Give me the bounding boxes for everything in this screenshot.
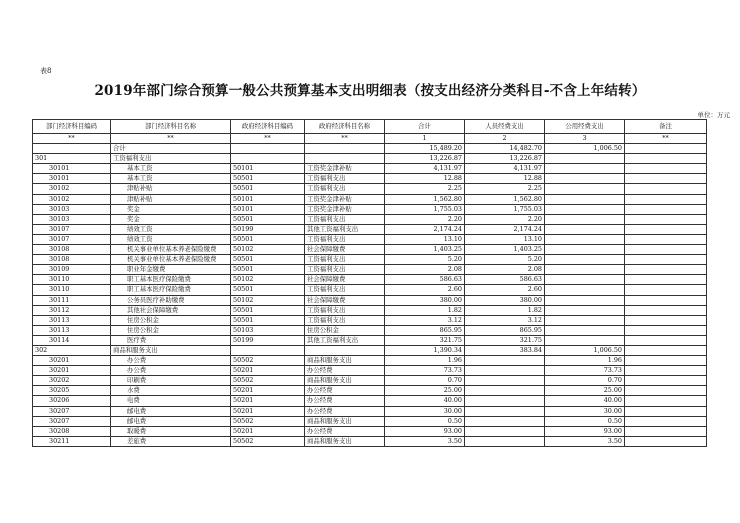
- public-cell: [545, 194, 625, 204]
- table-row: [33, 204, 707, 214]
- total-cell: 380.00: [385, 295, 465, 305]
- public-cell: [545, 315, 625, 325]
- gov-code-cell: [231, 345, 305, 355]
- dept-name-cell: 办公费: [111, 366, 231, 376]
- gov-code-cell: 50201: [231, 386, 305, 396]
- index-cell: 2: [465, 134, 545, 144]
- note-cell: [625, 144, 707, 154]
- total-cell: 2,174.24: [385, 224, 465, 234]
- gov-code-cell: 50502: [231, 356, 305, 366]
- personnel-cell: 1,403.25: [465, 245, 545, 255]
- note-cell: [625, 426, 707, 436]
- note-cell: [625, 204, 707, 214]
- public-cell: 93.00: [545, 426, 625, 436]
- dept-name-cell: 工资福利支出: [111, 154, 231, 164]
- gov-name-cell: 工资福利支出: [305, 315, 385, 325]
- total-cell: 1,390.34: [385, 345, 465, 355]
- index-cell: **: [305, 134, 385, 144]
- total-cell: 2.08: [385, 265, 465, 275]
- gov-name-cell: 住房公积金: [305, 325, 385, 335]
- public-cell: [545, 335, 625, 345]
- personnel-cell: 321.75: [465, 335, 545, 345]
- public-cell: [545, 204, 625, 214]
- dept-code-cell: 30108: [33, 255, 111, 265]
- table-row: [33, 214, 707, 224]
- dept-name-cell: 职业年金缴费: [111, 265, 231, 275]
- public-cell: [545, 234, 625, 244]
- gov-name-cell: 商品和服务支出: [305, 416, 385, 426]
- dept-code-cell: 30101: [33, 174, 111, 184]
- col-header: 合计: [385, 120, 465, 134]
- dept-name-cell: 奖金: [111, 214, 231, 224]
- note-cell: [625, 315, 707, 325]
- table-row: [33, 154, 707, 164]
- index-cell: **: [625, 134, 707, 144]
- gov-code-cell: 50501: [231, 234, 305, 244]
- gov-name-cell: 工资福利支出: [305, 305, 385, 315]
- table-row: [33, 376, 707, 386]
- gov-name-cell: 商品和服务支出: [305, 376, 385, 386]
- total-cell: 1,403.25: [385, 245, 465, 255]
- gov-code-cell: [231, 154, 305, 164]
- dept-code-cell: 30114: [33, 335, 111, 345]
- dept-code-cell: 30201: [33, 366, 111, 376]
- total-cell: 93.00: [385, 426, 465, 436]
- dept-name-cell: 水费: [111, 386, 231, 396]
- note-cell: [625, 366, 707, 376]
- total-cell: 5.20: [385, 255, 465, 265]
- dept-code-cell: 30207: [33, 406, 111, 416]
- gov-name-cell: 办公经费: [305, 386, 385, 396]
- table-row: [33, 295, 707, 305]
- total-cell: 865.95: [385, 325, 465, 335]
- gov-name-cell: 工资福利支出: [305, 234, 385, 244]
- personnel-cell: [465, 396, 545, 406]
- personnel-cell: 2.60: [465, 285, 545, 295]
- note-cell: [625, 416, 707, 426]
- header-row: [33, 120, 707, 134]
- dept-code-cell: 30201: [33, 356, 111, 366]
- personnel-cell: [465, 416, 545, 426]
- note-cell: [625, 245, 707, 255]
- gov-name-cell: 社会保障缴费: [305, 295, 385, 305]
- gov-code-cell: 50102: [231, 245, 305, 255]
- public-cell: [545, 184, 625, 194]
- gov-code-cell: 50199: [231, 335, 305, 345]
- total-cell: 3.50: [385, 436, 465, 446]
- note-cell: [625, 305, 707, 315]
- note-cell: [625, 436, 707, 446]
- dept-name-cell: 基本工资: [111, 174, 231, 184]
- table-row: [33, 255, 707, 265]
- total-cell: 12.88: [385, 174, 465, 184]
- public-cell: 1,006.50: [545, 144, 625, 154]
- gov-name-cell: 工资福利支出: [305, 265, 385, 275]
- gov-code-cell: [231, 144, 305, 154]
- table-row: [33, 426, 707, 436]
- table-row: [33, 396, 707, 406]
- note-cell: [625, 406, 707, 416]
- public-cell: 0.50: [545, 416, 625, 426]
- public-cell: [545, 305, 625, 315]
- total-cell: 4,131.97: [385, 164, 465, 174]
- personnel-cell: [465, 376, 545, 386]
- dept-name-cell: 商品和服务支出: [111, 345, 231, 355]
- table-row: [33, 245, 707, 255]
- note-cell: [625, 234, 707, 244]
- dept-name-cell: 其他社会保障缴费: [111, 305, 231, 315]
- public-cell: [545, 164, 625, 174]
- gov-code-cell: 50502: [231, 376, 305, 386]
- gov-name-cell: 办公经费: [305, 406, 385, 416]
- gov-code-cell: 50199: [231, 224, 305, 234]
- total-cell: 0.50: [385, 416, 465, 426]
- dept-code-cell: 30102: [33, 194, 111, 204]
- gov-name-cell: 工资福利支出: [305, 255, 385, 265]
- total-cell: 2.60: [385, 285, 465, 295]
- personnel-cell: 4,131.97: [465, 164, 545, 174]
- unit-label: 单位：万元: [697, 111, 730, 119]
- table-row: [33, 335, 707, 345]
- public-cell: [545, 214, 625, 224]
- dept-name-cell: 办公费: [111, 356, 231, 366]
- gov-name-cell: 工资奖金津补贴: [305, 164, 385, 174]
- public-cell: [545, 285, 625, 295]
- dept-name-cell: 机关事业单位基本养老保险缴费: [111, 255, 231, 265]
- public-cell: [545, 245, 625, 255]
- dept-name-cell: 机关事业单位基本养老保险缴费: [111, 245, 231, 255]
- dept-name-cell: 职工基本医疗保险缴费: [111, 275, 231, 285]
- gov-code-cell: 50102: [231, 295, 305, 305]
- note-cell: [625, 275, 707, 285]
- personnel-cell: 383.84: [465, 345, 545, 355]
- col-header: 备注: [625, 120, 707, 134]
- personnel-cell: [465, 426, 545, 436]
- total-cell: 15,489.20: [385, 144, 465, 154]
- personnel-cell: 1,562.80: [465, 194, 545, 204]
- gov-code-cell: 50101: [231, 194, 305, 204]
- col-header: 公用经费支出: [545, 120, 625, 134]
- personnel-cell: 865.95: [465, 325, 545, 335]
- dept-code-cell: 30205: [33, 386, 111, 396]
- total-cell: 1.82: [385, 305, 465, 315]
- table-row: [33, 265, 707, 275]
- gov-code-cell: 50501: [231, 184, 305, 194]
- table-row: [33, 406, 707, 416]
- gov-code-cell: 50103: [231, 325, 305, 335]
- dept-code-cell: 30113: [33, 325, 111, 335]
- dept-name-cell: 邮电费: [111, 406, 231, 416]
- table-row: [33, 194, 707, 204]
- note-cell: [625, 295, 707, 305]
- dept-name-cell: 绩效工资: [111, 234, 231, 244]
- note-cell: [625, 214, 707, 224]
- note-cell: [625, 154, 707, 164]
- dept-name-cell: 职工基本医疗保险缴费: [111, 285, 231, 295]
- gov-code-cell: 50101: [231, 204, 305, 214]
- gov-code-cell: 50501: [231, 255, 305, 265]
- gov-code-cell: 50201: [231, 426, 305, 436]
- table-row: [33, 366, 707, 376]
- personnel-cell: [465, 356, 545, 366]
- personnel-cell: 1.82: [465, 305, 545, 315]
- index-cell: 1: [385, 134, 465, 144]
- dept-code-cell: 30107: [33, 224, 111, 234]
- personnel-cell: 14,482.70: [465, 144, 545, 154]
- gov-name-cell: 工资福利支出: [305, 184, 385, 194]
- public-cell: 30.00: [545, 406, 625, 416]
- table-row: [33, 315, 707, 325]
- index-cell: **: [111, 134, 231, 144]
- gov-code-cell: 50501: [231, 265, 305, 275]
- index-cell: **: [231, 134, 305, 144]
- index-cell: 3: [545, 134, 625, 144]
- dept-code-cell: 30202: [33, 376, 111, 386]
- dept-name-cell: 电费: [111, 396, 231, 406]
- public-cell: 1,006.50: [545, 345, 625, 355]
- index-row: [33, 134, 707, 144]
- personnel-cell: 2,174.24: [465, 224, 545, 234]
- table-row: [33, 184, 707, 194]
- public-cell: [545, 265, 625, 275]
- personnel-cell: [465, 386, 545, 396]
- public-cell: 1.96: [545, 356, 625, 366]
- gov-name-cell: 其他工资福利支出: [305, 335, 385, 345]
- table-row: [33, 345, 707, 355]
- dept-code-cell: 30208: [33, 426, 111, 436]
- dept-code-cell: 30107: [33, 234, 111, 244]
- gov-name-cell: [305, 154, 385, 164]
- col-header: 政府经济科目名称: [305, 120, 385, 134]
- total-cell: 13,226.87: [385, 154, 465, 164]
- col-header: 人员经费支出: [465, 120, 545, 134]
- gov-name-cell: 工资福利支出: [305, 174, 385, 184]
- dept-name-cell: 住房公积金: [111, 325, 231, 335]
- table-row: [33, 356, 707, 366]
- note-cell: [625, 325, 707, 335]
- table-row: [33, 234, 707, 244]
- gov-name-cell: 社会保障缴费: [305, 245, 385, 255]
- gov-code-cell: 50201: [231, 406, 305, 416]
- total-cell: 40.00: [385, 396, 465, 406]
- gov-name-cell: 工资奖金津补贴: [305, 204, 385, 214]
- note-cell: [625, 285, 707, 295]
- total-cell: 30.00: [385, 406, 465, 416]
- table-number: 表8: [40, 67, 52, 75]
- dept-code-cell: 302: [33, 345, 111, 355]
- dept-name-cell: 基本工资: [111, 164, 231, 174]
- table-row: [33, 224, 707, 234]
- gov-code-cell: 50502: [231, 416, 305, 426]
- personnel-cell: 12.88: [465, 174, 545, 184]
- personnel-cell: 586.63: [465, 275, 545, 285]
- gov-code-cell: 50502: [231, 436, 305, 446]
- dept-name-cell: 津贴补贴: [111, 184, 231, 194]
- table-row: [33, 386, 707, 396]
- gov-name-cell: 工资福利支出: [305, 214, 385, 224]
- dept-code-cell: 301: [33, 154, 111, 164]
- gov-name-cell: 办公经费: [305, 366, 385, 376]
- public-cell: 25.00: [545, 386, 625, 396]
- budget-table: [32, 119, 707, 447]
- total-cell: 0.70: [385, 376, 465, 386]
- dept-code-cell: 30206: [33, 396, 111, 406]
- gov-name-cell: 办公经费: [305, 396, 385, 406]
- dept-name-cell: 医疗费: [111, 335, 231, 345]
- note-cell: [625, 255, 707, 265]
- dept-name-cell: 取暖费: [111, 426, 231, 436]
- dept-code-cell: 30102: [33, 184, 111, 194]
- index-cell: **: [33, 134, 111, 144]
- gov-code-cell: 50101: [231, 164, 305, 174]
- public-cell: 3.50: [545, 436, 625, 446]
- dept-name-cell: 合计: [111, 144, 231, 154]
- table-row: [33, 436, 707, 446]
- dept-code-cell: 30103: [33, 214, 111, 224]
- dept-name-cell: 公务员医疗补助缴费: [111, 295, 231, 305]
- col-header: 部门经济科目编码: [33, 120, 111, 134]
- gov-name-cell: [305, 144, 385, 154]
- dept-code-cell: 30109: [33, 265, 111, 275]
- note-cell: [625, 396, 707, 406]
- personnel-cell: 13.10: [465, 234, 545, 244]
- note-cell: [625, 345, 707, 355]
- table-row: [33, 144, 707, 154]
- dept-code-cell: 30110: [33, 285, 111, 295]
- table-row: [33, 164, 707, 174]
- note-cell: [625, 335, 707, 345]
- personnel-cell: 2.25: [465, 184, 545, 194]
- dept-name-cell: 绩效工资: [111, 224, 231, 234]
- public-cell: [545, 154, 625, 164]
- dept-code-cell: 30111: [33, 295, 111, 305]
- gov-code-cell: 50201: [231, 366, 305, 376]
- personnel-cell: 2.08: [465, 265, 545, 275]
- dept-code-cell: 30101: [33, 164, 111, 174]
- gov-code-cell: 50501: [231, 315, 305, 325]
- table-row: [33, 275, 707, 285]
- dept-name-cell: 邮电费: [111, 416, 231, 426]
- table-row: [33, 285, 707, 295]
- public-cell: [545, 295, 625, 305]
- table-row: [33, 174, 707, 184]
- personnel-cell: 5.20: [465, 255, 545, 265]
- personnel-cell: 2.20: [465, 214, 545, 224]
- page-title: 2019年部门综合预算一般公共预算基本支出明细表（按支出经济分类科目-不含上年结转）: [94, 83, 646, 99]
- total-cell: 3.12: [385, 315, 465, 325]
- public-cell: [545, 275, 625, 285]
- personnel-cell: 13,226.87: [465, 154, 545, 164]
- col-header: 政府经济科目编码: [231, 120, 305, 134]
- total-cell: 1,755.03: [385, 204, 465, 214]
- gov-code-cell: 50501: [231, 285, 305, 295]
- table-row: [33, 305, 707, 315]
- dept-code-cell: 30207: [33, 416, 111, 426]
- personnel-cell: 380.00: [465, 295, 545, 305]
- gov-name-cell: [305, 345, 385, 355]
- total-cell: 2.20: [385, 214, 465, 224]
- gov-code-cell: 50501: [231, 174, 305, 184]
- personnel-cell: [465, 436, 545, 446]
- note-cell: [625, 194, 707, 204]
- dept-code-cell: 30110: [33, 275, 111, 285]
- public-cell: [545, 255, 625, 265]
- gov-name-cell: 其他工资福利支出: [305, 224, 385, 234]
- total-cell: 321.75: [385, 335, 465, 345]
- public-cell: [545, 224, 625, 234]
- total-cell: 13.10: [385, 234, 465, 244]
- note-cell: [625, 386, 707, 396]
- gov-name-cell: 工资福利支出: [305, 285, 385, 295]
- dept-code-cell: 30113: [33, 315, 111, 325]
- dept-code-cell: 30112: [33, 305, 111, 315]
- personnel-cell: 1,755.03: [465, 204, 545, 214]
- dept-name-cell: 印刷费: [111, 376, 231, 386]
- note-cell: [625, 224, 707, 234]
- note-cell: [625, 356, 707, 366]
- dept-code-cell: 30211: [33, 436, 111, 446]
- total-cell: 25.00: [385, 386, 465, 396]
- note-cell: [625, 174, 707, 184]
- dept-name-cell: 差旅费: [111, 436, 231, 446]
- total-cell: 1,562.80: [385, 194, 465, 204]
- public-cell: 0.70: [545, 376, 625, 386]
- note-cell: [625, 164, 707, 174]
- dept-name-cell: 津贴补贴: [111, 194, 231, 204]
- col-header: 部门经济科目名称: [111, 120, 231, 134]
- note-cell: [625, 184, 707, 194]
- gov-code-cell: 50201: [231, 396, 305, 406]
- gov-code-cell: 50102: [231, 275, 305, 285]
- total-cell: 1.96: [385, 356, 465, 366]
- gov-code-cell: 50501: [231, 305, 305, 315]
- public-cell: 40.00: [545, 396, 625, 406]
- public-cell: [545, 325, 625, 335]
- total-cell: 2.25: [385, 184, 465, 194]
- gov-name-cell: 工资奖金津补贴: [305, 194, 385, 204]
- public-cell: [545, 174, 625, 184]
- dept-code-cell: 30103: [33, 204, 111, 214]
- dept-name-cell: 奖金: [111, 204, 231, 214]
- personnel-cell: 3.12: [465, 315, 545, 325]
- personnel-cell: [465, 366, 545, 376]
- table-row: [33, 416, 707, 426]
- gov-code-cell: 50501: [231, 214, 305, 224]
- dept-name-cell: 住房公积金: [111, 315, 231, 325]
- total-cell: 586.63: [385, 275, 465, 285]
- gov-name-cell: 商品和服务支出: [305, 436, 385, 446]
- table-row: [33, 325, 707, 335]
- public-cell: 73.73: [545, 366, 625, 376]
- total-cell: 73.73: [385, 366, 465, 376]
- note-cell: [625, 265, 707, 275]
- note-cell: [625, 376, 707, 386]
- gov-name-cell: 商品和服务支出: [305, 356, 385, 366]
- gov-name-cell: 社会保障缴费: [305, 275, 385, 285]
- dept-code-cell: [33, 144, 111, 154]
- dept-code-cell: 30108: [33, 245, 111, 255]
- personnel-cell: [465, 406, 545, 416]
- gov-name-cell: 办公经费: [305, 426, 385, 436]
